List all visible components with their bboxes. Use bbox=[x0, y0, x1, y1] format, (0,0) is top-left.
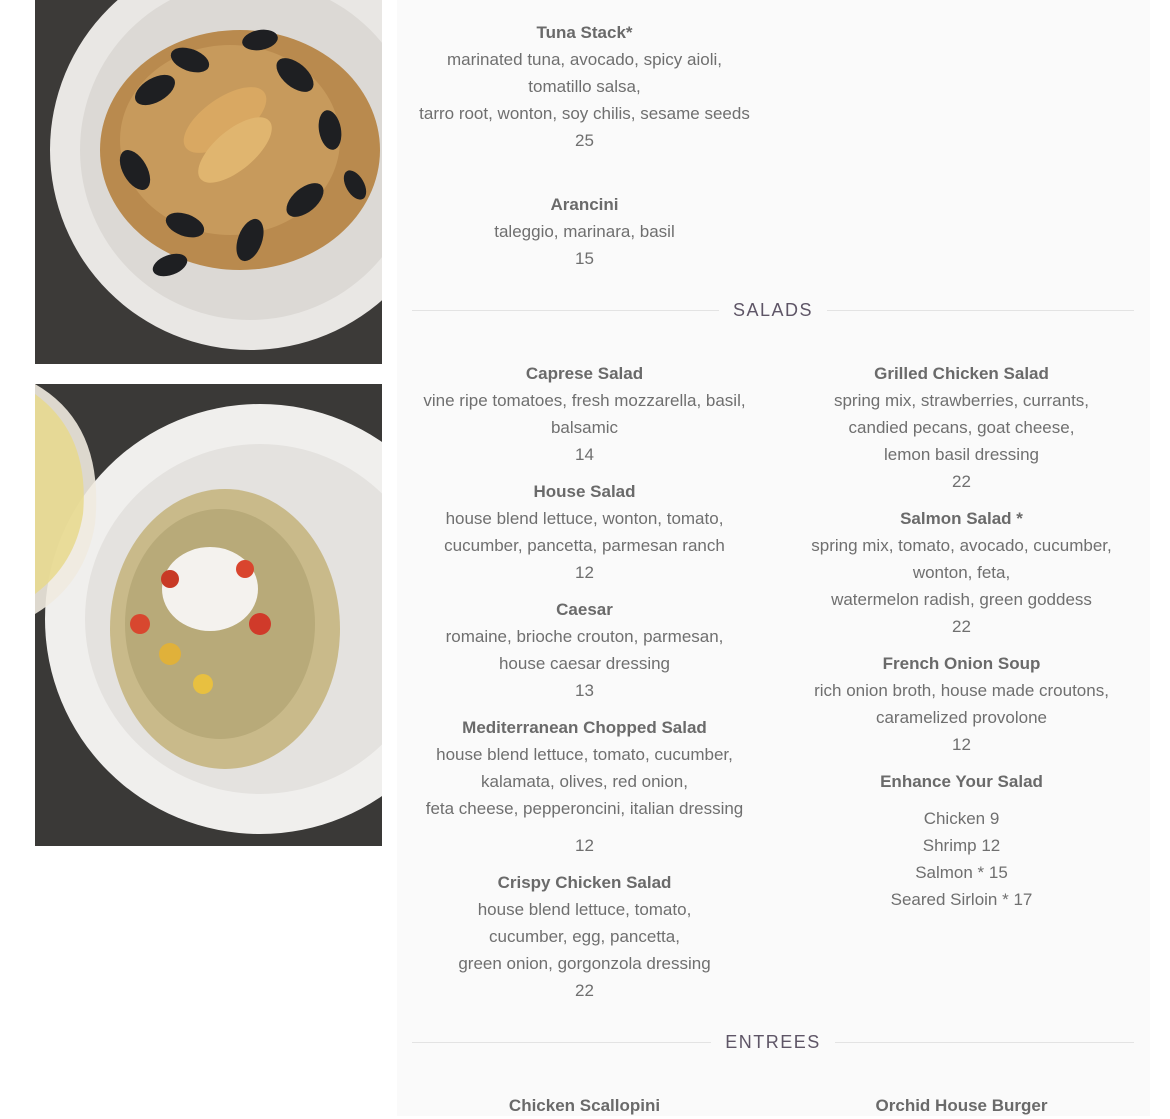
item-price: 25 bbox=[575, 131, 594, 150]
item-name: Mediterranean Chopped Salad bbox=[462, 718, 707, 737]
item-description: taleggio, marinara, basil bbox=[494, 222, 675, 241]
item-name: House Salad bbox=[533, 482, 636, 501]
enhance-your-salad bbox=[789, 768, 1134, 913]
item-description: tarro root, wonton, soy chilis, sesame seeds bbox=[419, 104, 750, 123]
menu-item-salmon-salad bbox=[789, 505, 1134, 640]
pasta-burrata-dish-photo bbox=[35, 384, 382, 846]
item-name: Caprese Salad bbox=[525, 364, 644, 383]
item-name: Tuna Stack* bbox=[536, 23, 633, 42]
item-description: green onion, gorgonzola dressing bbox=[458, 954, 711, 973]
item-description: cucumber, egg, pancetta, bbox=[489, 927, 680, 946]
enhance-option: Salmon * 15 bbox=[915, 863, 1008, 882]
item-name: Enhance Your Salad bbox=[880, 772, 1043, 791]
item-name: Arancini bbox=[550, 195, 619, 214]
item-description: feta cheese, pepperoncini, italian dressing bbox=[425, 799, 744, 818]
item-description: romaine, brioche crouton, parmesan, bbox=[445, 627, 724, 646]
item-description: spring mix, tomato, avocado, cucumber, bbox=[811, 536, 1112, 555]
item-description: house blend lettuce, wonton, tomato, bbox=[445, 509, 724, 528]
item-description: vine ripe tomatoes, fresh mozzarella, basil, bbox=[423, 391, 746, 410]
item-name: Caesar bbox=[556, 600, 613, 619]
section-title: ENTREES bbox=[725, 1031, 821, 1052]
section-title: SALADS bbox=[732, 299, 814, 320]
item-price: 22 bbox=[575, 981, 594, 1000]
divider-line bbox=[835, 1042, 1134, 1043]
item-description: lemon basil dressing bbox=[884, 445, 1039, 464]
enhance-option: Shrimp 12 bbox=[922, 836, 1001, 855]
item-name: Salmon Salad * bbox=[900, 509, 1023, 528]
section-header-salads bbox=[412, 298, 1134, 322]
item-description: spring mix, strawberries, currants, bbox=[833, 391, 1090, 410]
item-name: Chicken Scallopini bbox=[508, 1096, 661, 1115]
item-price: 12 bbox=[575, 836, 594, 855]
item-description: house caesar dressing bbox=[498, 654, 671, 673]
item-description: kalamata, olives, red onion, bbox=[481, 772, 688, 791]
divider-line bbox=[412, 1042, 711, 1043]
item-description: caramelized provolone bbox=[875, 708, 1048, 727]
item-price: 12 bbox=[952, 735, 971, 754]
mussels-dish-photo bbox=[35, 0, 382, 364]
item-description: tomatillo salsa, bbox=[528, 77, 641, 96]
menu-item-house-salad bbox=[412, 478, 757, 586]
item-price: 12 bbox=[575, 563, 594, 582]
menu-item-caesar bbox=[412, 596, 757, 704]
item-name: Crispy Chicken Salad bbox=[497, 873, 672, 892]
menu-item-french-onion-soup bbox=[789, 650, 1134, 758]
item-description: marinated tuna, avocado, spicy aioli, bbox=[447, 50, 722, 69]
item-price: 15 bbox=[575, 249, 594, 268]
item-name: Grilled Chicken Salad bbox=[874, 364, 1049, 383]
item-price: 14 bbox=[575, 445, 594, 464]
menu-item-mediterranean-chopped-salad bbox=[412, 714, 757, 859]
item-price: 22 bbox=[952, 472, 971, 491]
item-name: Orchid House Burger bbox=[875, 1096, 1048, 1115]
menu-item-chicken-scallopini bbox=[412, 1092, 757, 1119]
divider-line bbox=[827, 310, 1134, 311]
item-description: house blend lettuce, tomato, bbox=[477, 900, 692, 919]
enhance-option: Seared Sirloin * 17 bbox=[890, 890, 1033, 909]
item-description: balsamic bbox=[550, 418, 619, 437]
item-price: 13 bbox=[575, 681, 594, 700]
item-name: French Onion Soup bbox=[882, 654, 1041, 673]
menu-item-caprese-salad bbox=[412, 360, 757, 468]
menu-item-tuna-stack bbox=[412, 19, 757, 154]
menu-item-orchid-house-burger bbox=[789, 1092, 1134, 1119]
item-description: watermelon radish, green goddess bbox=[831, 590, 1092, 609]
divider-line bbox=[412, 310, 719, 311]
item-description: cucumber, pancetta, parmesan ranch bbox=[444, 536, 725, 555]
menu-item-crispy-chicken-salad bbox=[412, 869, 757, 1004]
item-description: candied pecans, goat cheese, bbox=[848, 418, 1075, 437]
item-price: 22 bbox=[952, 617, 971, 636]
menu-item-grilled-chicken-salad bbox=[789, 360, 1134, 495]
item-description: wonton, feta, bbox=[912, 563, 1011, 582]
enhance-option: Chicken 9 bbox=[923, 809, 1000, 828]
section-header-entrees bbox=[412, 1030, 1134, 1054]
item-description: rich onion broth, house made croutons, bbox=[814, 681, 1109, 700]
menu-item-arancini bbox=[412, 191, 757, 272]
item-description: house blend lettuce, tomato, cucumber, bbox=[436, 745, 733, 764]
